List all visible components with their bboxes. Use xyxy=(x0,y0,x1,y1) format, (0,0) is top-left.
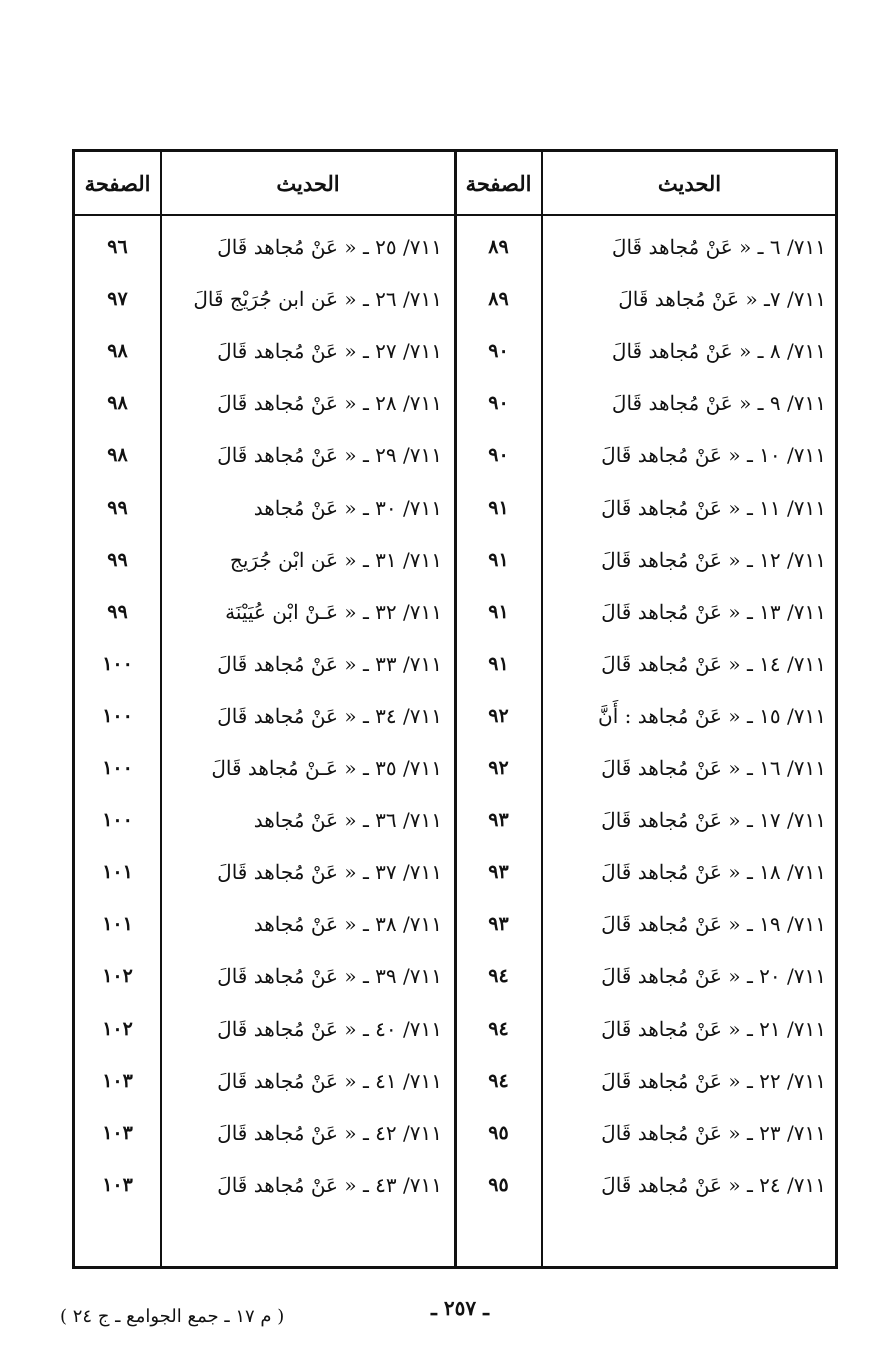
hadith-entry: ٧١١/ ٣٣ ـ « عَنْ مُجاهد قَالَ xyxy=(217,651,442,676)
hadith-entry: ٧١١/ ٤١ ـ « عَنْ مُجاهد قَالَ xyxy=(217,1068,442,1093)
hadith-entry: ٧١١/ ٢٧ ـ « عَنْ مُجاهد قَالَ xyxy=(217,339,442,364)
hadith-entry: ٧١١/ ٢٢ ـ « عَنْ مُجاهد قَالَ xyxy=(601,1068,826,1093)
header-page-right: الصفحة xyxy=(465,170,532,196)
page-reference: ١٠٠ xyxy=(102,652,133,675)
page-reference: ١٠١ xyxy=(102,861,133,884)
page-reference: ٩٤ xyxy=(488,965,509,988)
page-reference: ١٠٠ xyxy=(102,809,133,832)
header-page-left: الصفحة xyxy=(84,170,151,196)
hadith-entry: ٧١١/ ١٩ ـ « عَنْ مُجاهد قَالَ xyxy=(601,912,826,937)
hadith-entry: ٧١١/ ١٤ ـ « عَنْ مُجاهد قَالَ xyxy=(601,651,826,676)
hadith-entry: ٧١١/ ٣٢ ـ « عَـنْ ابْن عُيَيْنَة xyxy=(225,599,442,624)
hadith-entry: ٧١١/ ١٠ ـ « عَنْ مُجاهد قَالَ xyxy=(601,443,826,468)
page-reference: ٩٩ xyxy=(107,548,128,571)
hadith-entry: ٧١١/ ٢٤ ـ « عَنْ مُجاهد قَالَ xyxy=(601,1172,826,1197)
hadith-entry: ٧١١/ ١١ ـ « عَنْ مُجاهد قَالَ xyxy=(601,495,826,520)
page-reference: ٩٩ xyxy=(107,496,128,519)
hadith-entry: ٧١١/ ٣٦ ـ « عَنْ مُجاهد xyxy=(253,808,442,833)
page-reference: ٩١ xyxy=(488,496,509,519)
page-reference: ١٠٢ xyxy=(102,965,133,988)
page-reference: ٨٩ xyxy=(488,288,509,311)
hadith-entry: ٧١١/ ٤٢ ـ « عَنْ مُجاهد قَالَ xyxy=(217,1120,442,1145)
page-reference: ٩٤ xyxy=(488,1069,509,1092)
hadith-entry: ٧١١/ ٣١ ـ « عَن ابْن جُرَيج xyxy=(229,547,442,572)
hadith-entry: ٧١١/ ٤٠ ـ « عَنْ مُجاهد قَالَ xyxy=(217,1016,442,1041)
hadith-entry: ٧١١/ ٣٠ ـ « عَنْ مُجاهد xyxy=(253,495,442,520)
header-divider xyxy=(75,214,835,216)
page-reference: ٩١ xyxy=(488,548,509,571)
hadith-entry: ٧١١/ ٢٥ ـ « عَنْ مُجاهد قَالَ xyxy=(217,235,442,259)
hadith-entry: ٧١١/ ٣٨ ـ « عَنْ مُجاهد xyxy=(253,912,442,937)
page-reference: ١٠٣ xyxy=(102,1173,133,1196)
page-reference: ٩٤ xyxy=(488,1017,509,1040)
page-reference: ٩٨ xyxy=(107,392,128,415)
page-reference: ٩٠ xyxy=(488,340,509,363)
page-reference: ٨٩ xyxy=(488,236,509,258)
hadith-index-table xyxy=(72,149,838,1269)
page-reference: ١٠٠ xyxy=(102,704,133,727)
page-reference: ٩٠ xyxy=(488,444,509,467)
page-reference: ٩٢ xyxy=(488,704,509,727)
hadith-entry: ٧١١/ ٢١ ـ « عَنْ مُجاهد قَالَ xyxy=(601,1016,826,1041)
hadith-entry: ٧١١/ ٩ ـ « عَنْ مُجاهد قَالَ xyxy=(611,391,826,416)
page-reference: ٩٧ xyxy=(107,288,128,311)
page-reference: ٩١ xyxy=(488,600,509,623)
hadith-entry: ٧١١/ ٢٦ ـ « عَن ابن جُرَيْج قَالَ xyxy=(193,287,442,312)
hadith-entry: ٧١١/ ١٢ ـ « عَنْ مُجاهد قَالَ xyxy=(601,547,826,572)
hadith-entry: ٧١١/ ٢٨ ـ « عَنْ مُجاهد قَالَ xyxy=(217,391,442,416)
page-reference: ٩٣ xyxy=(488,809,509,832)
page-reference: ٩٥ xyxy=(488,1173,509,1196)
page-reference: ٩٢ xyxy=(488,757,509,779)
page-reference: ١٠٣ xyxy=(102,1121,133,1144)
page-reference: ٩٨ xyxy=(107,340,128,363)
hadith-entry: ٧١١/ ٣٥ ـ « عَـنْ مُجاهد قَالَ xyxy=(211,756,442,780)
hadith-entry: ٧١١/ ١٦ ـ « عَنْ مُجاهد قَالَ xyxy=(601,756,826,780)
page-reference: ٩٣ xyxy=(488,913,509,936)
hadith-entry: ٧١١/ ١٨ ـ « عَنْ مُجاهد قَالَ xyxy=(601,860,826,885)
page-reference: ٩٣ xyxy=(488,861,509,884)
header-hadith-right: الحديث xyxy=(657,170,722,196)
hadith-entry: ٧١١/ ٢٣ ـ « عَنْ مُجاهد قَالَ xyxy=(601,1120,826,1145)
page-reference: ٩٥ xyxy=(488,1121,509,1144)
hadith-entry: ٧١١/ ١٧ ـ « عَنْ مُجاهد قَالَ xyxy=(601,808,826,833)
page-reference: ٩١ xyxy=(488,652,509,675)
hadith-entry: ٧١١/ ٣٩ ـ « عَنْ مُجاهد قَالَ xyxy=(217,964,442,989)
hadith-entry: ٧١١/ ٦ ـ « عَنْ مُجاهد قَالَ xyxy=(611,235,826,259)
hadith-entry: ٧١١/ ١٥ ـ « عَنْ مُجاهد : أَنَّ xyxy=(598,703,826,728)
hadith-entry: ٧١١/ ٣٧ ـ « عَنْ مُجاهد قَالَ xyxy=(217,860,442,885)
hadith-entry: ٧١١/ ٨ ـ « عَنْ مُجاهد قَالَ xyxy=(611,339,826,364)
hadith-entry: ٧١١/ ٢٠ ـ « عَنْ مُجاهد قَالَ xyxy=(601,964,826,989)
page-reference: ١٠٣ xyxy=(102,1069,133,1092)
page-reference: ١٠٢ xyxy=(102,1017,133,1040)
header-hadith-left: الحديث xyxy=(276,170,340,196)
page-reference: ٩٦ xyxy=(107,236,128,258)
page-reference: ٩٨ xyxy=(107,444,128,467)
hadith-entry: ٧١١/ ٧ـ « عَنْ مُجاهد قَالَ xyxy=(618,287,826,312)
book-reference: ( م ١٧ ـ جمع الجوامع ـ ج ٢٤ ) xyxy=(60,1306,285,1327)
hadith-entry: ٧١١/ ٢٩ ـ « عَنْ مُجاهد قَالَ xyxy=(217,443,442,468)
page-reference: ٩٩ xyxy=(107,600,128,623)
page-reference: ١٠٠ xyxy=(102,757,133,779)
hadith-entry: ٧١١/ ٤٣ ـ « عَنْ مُجاهد قَالَ xyxy=(217,1172,442,1197)
hadith-entry: ٧١١/ ١٣ ـ « عَنْ مُجاهد قَالَ xyxy=(601,599,826,624)
page-reference: ١٠١ xyxy=(102,913,133,936)
hadith-entry: ٧١١/ ٣٤ ـ « عَنْ مُجاهد قَالَ xyxy=(217,703,442,728)
page-number: ـ ٢٥٧ ـ xyxy=(431,1296,489,1320)
page-reference: ٩٠ xyxy=(488,392,509,415)
